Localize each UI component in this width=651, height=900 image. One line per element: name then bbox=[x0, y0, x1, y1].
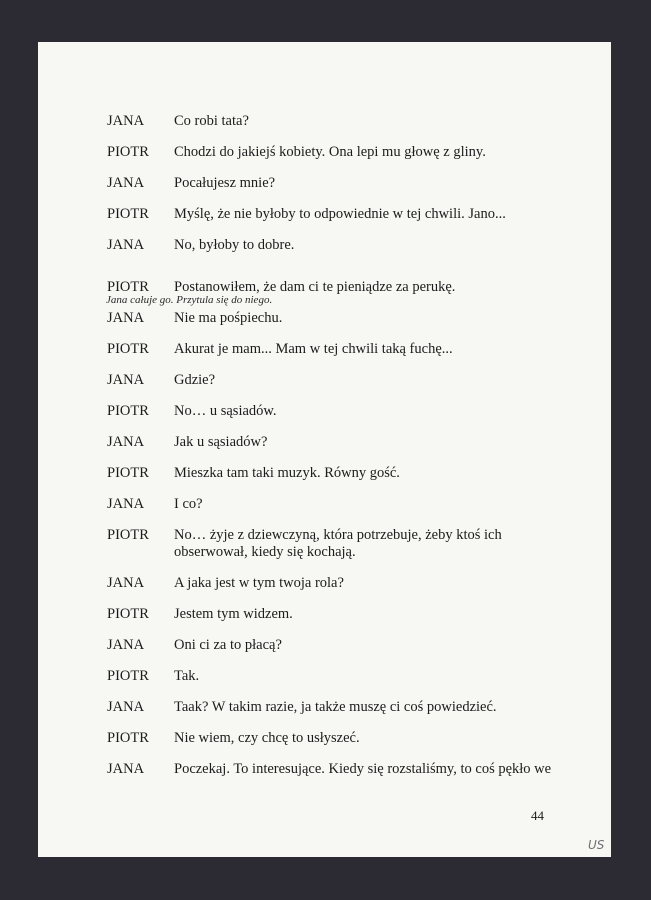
speaker-name: PIOTR bbox=[107, 279, 149, 295]
dialogue-text: Pocałujesz mnie? bbox=[174, 175, 276, 191]
dialogue-text: Chodzi do jakiejś kobiety. Ona lepi mu głowę z gliny. bbox=[174, 144, 486, 160]
dialogue-text: obserwował, kiedy się kochają. bbox=[174, 544, 356, 560]
dialogue-text: No… żyje z dziewczyną, która potrzebuje, żeby ktoś ich bbox=[174, 527, 502, 543]
dialogue-text: Co robi tata? bbox=[174, 113, 249, 129]
script-page bbox=[38, 42, 611, 857]
speaker-name: JANA bbox=[107, 434, 145, 450]
dialogue-text: No… u sąsiadów. bbox=[174, 403, 277, 419]
speaker-name: PIOTR bbox=[107, 144, 149, 160]
speaker-name: PIOTR bbox=[107, 527, 149, 543]
dialogue-text: Nie wiem, czy chcę to usłyszeć. bbox=[174, 730, 360, 746]
speaker-name: PIOTR bbox=[107, 206, 149, 222]
speaker-name: PIOTR bbox=[107, 403, 149, 419]
dialogue-text: A jaka jest w tym twoja rola? bbox=[174, 575, 344, 591]
dialogue-text: No, byłoby to dobre. bbox=[174, 237, 295, 253]
speaker-name: JANA bbox=[107, 113, 145, 129]
dialogue-text: I co? bbox=[174, 496, 203, 512]
dialogue-text: Mieszka tam taki muzyk. Równy gość. bbox=[174, 465, 400, 481]
speaker-name: PIOTR bbox=[107, 465, 149, 481]
dialogue-text: Poczekaj. To interesujące. Kiedy się rozstaliśmy, to coś pękło we bbox=[174, 761, 552, 777]
speaker-name: JANA bbox=[107, 575, 145, 591]
dialogue-text: Tak. bbox=[174, 668, 200, 684]
dialogue-text: Myślę, że nie byłoby to odpowiednie w tej chwili. Jano... bbox=[174, 206, 506, 222]
speaker-name: JANA bbox=[107, 175, 145, 191]
dialogue-text: Oni ci za to płacą? bbox=[174, 637, 282, 653]
speaker-name: JANA bbox=[107, 496, 145, 512]
speaker-name: PIOTR bbox=[107, 606, 149, 622]
dialogue-text: Jak u sąsiadów? bbox=[174, 434, 268, 450]
dialogue-text: Jestem tym widzem. bbox=[174, 606, 293, 622]
speaker-name: JANA bbox=[107, 699, 145, 715]
speaker-name: JANA bbox=[107, 637, 145, 653]
dialogue-text: Taak? W takim razie, ja także muszę ci coś powiedzieć. bbox=[174, 699, 497, 715]
speaker-name: JANA bbox=[107, 310, 145, 326]
dialogue-text: Nie ma pośpiechu. bbox=[174, 310, 283, 326]
speaker-name: JANA bbox=[107, 761, 145, 777]
speaker-name: PIOTR bbox=[107, 730, 149, 746]
stage-direction: Jana całuje go. Przytula się do niego. bbox=[106, 294, 273, 306]
speaker-name: JANA bbox=[107, 237, 145, 253]
dialogue-text: Postanowiłem, że dam ci te pieniądze za perukę. bbox=[174, 279, 456, 295]
speaker-name: PIOTR bbox=[107, 668, 149, 684]
pencil-annotation: US bbox=[588, 838, 605, 852]
page-number: 44 bbox=[531, 808, 544, 823]
dialogue-text: Akurat je mam... Mam w tej chwili taką fuchę... bbox=[174, 341, 453, 357]
speaker-name: PIOTR bbox=[107, 341, 149, 357]
speaker-name: JANA bbox=[107, 372, 145, 388]
dialogue-text: Gdzie? bbox=[174, 372, 216, 388]
